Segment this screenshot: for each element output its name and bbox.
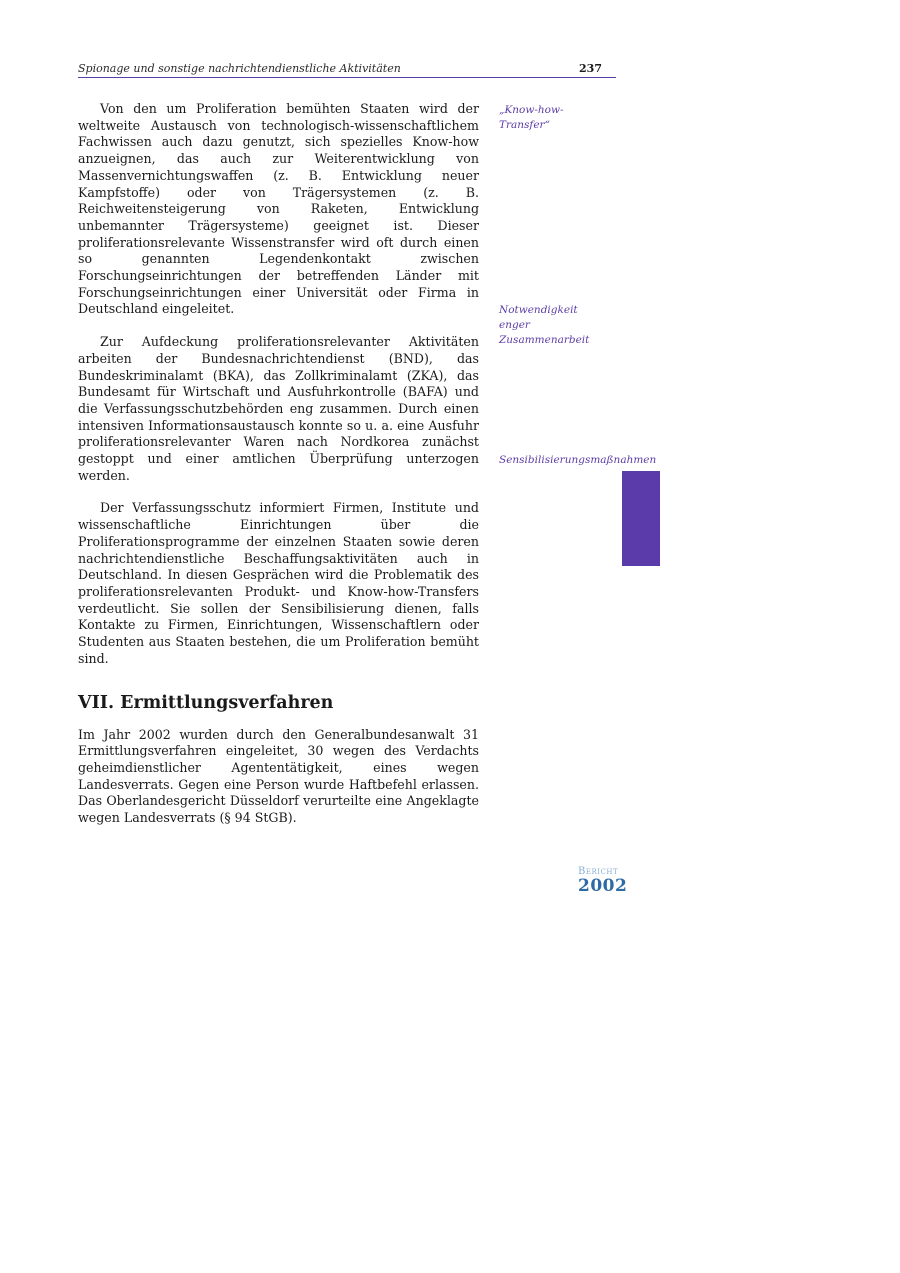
main-text-column xyxy=(78,101,479,827)
paragraph-know-how-transfer: Von den um Proliferation bemühten Staaten wird der weltweite Austausch von technologisch-wissenschaftlichem Fachwissen auch dazu genutzt, sich spezielles Know-how anzueignen, das auch zur Weiterentwicklung von Massenvernichtungswaffen (z. B. Entwicklung neuer Kampfstoffe) oder von Trägersystemen (z. B. Reichweitensteigerung von Raketen, Entwicklung unbemannter Trägersysteme) geeignet ist. Dieser proliferationsrelevante Wissenstransfer wird oft durch einen so genannten Legendenkontakt zwischen Forschungseinrichtungen der betreffenden Länder mit Forschungseinrichtungen einer Universität oder Firma in Deutschland eingeleitet. xyxy=(78,101,479,317)
paragraph-investigations: Im Jahr 2002 wurden durch den Generalbundesanwalt 31 Ermittlungsverfahren eingeleitet, 30 wegen des Verdachts geheimdienstlicher Agententätigkeit, eines wegen Landesverrats. Gegen eine Person wurde Haftbefehl erlassen. Das Oberlandesgericht Düsseldorf verurteilte eine Angeklagte wegen Landesverrats (§ 94 StGB). xyxy=(78,726,479,826)
running-header xyxy=(78,62,616,78)
report-logo xyxy=(578,866,638,895)
paragraph-sensitization: Der Verfassungsschutz informiert Firmen, Institute und wissenschaftliche Einrichtungen über die Proliferationsprogramme der einzelnen Staaten sowie deren nachrichtendienstliche Beschaffungsaktivitäten auch in Deutschland. In diesen Gesprächen wird die Problematik des proliferationsrelevanten Produkt- und Know-how-Transfers verdeutlicht. Sie sollen der Sensibilisierung dienen, falls Kontakte zu Firmen, Einrichtungen, Wissenschaftlern oder Studenten aus Staaten bestehen, die um Proliferation bemüht sind. xyxy=(78,500,479,666)
section-heading: VII. Ermittlungsverfahren xyxy=(78,692,334,713)
margin-note-know-how-transfer: „Know-how-Transfer“ xyxy=(499,104,564,131)
chapter-tab-marker xyxy=(622,471,660,566)
header-title: Spionage und sonstige nachrichtendienstliche Aktivitäten xyxy=(78,62,401,75)
margin-note-cooperation: Notwendigkeit enger Zusammenarbeit xyxy=(499,304,590,346)
margin-note-sensitization: Sensibilisierungsmaßnahmen xyxy=(499,454,657,466)
logo-word: Bericht xyxy=(578,866,619,877)
paragraph-cooperation: Zur Aufdeckung proliferationsrelevanter Aktivitäten arbeiten der Bundesnachrichtendienst (BND), das Bundeskriminalamt (BKA), das Zollkriminalamt (ZKA), das Bundesamt für Wirtschaft und Ausfuhrkontrolle (BAFA) und die Verfassungsschutzbehörden eng zusammen. Durch einen intensiven Informationsaustausch konnte so u. a. eine Ausfuhr proliferationsrelevanter Waren nach Nordkorea zunächst gestoppt und einer amtlichen Überprüfung unterzogen werden. xyxy=(78,334,479,483)
logo-year: 2002 xyxy=(578,876,628,896)
page-number: 237 xyxy=(579,62,602,75)
